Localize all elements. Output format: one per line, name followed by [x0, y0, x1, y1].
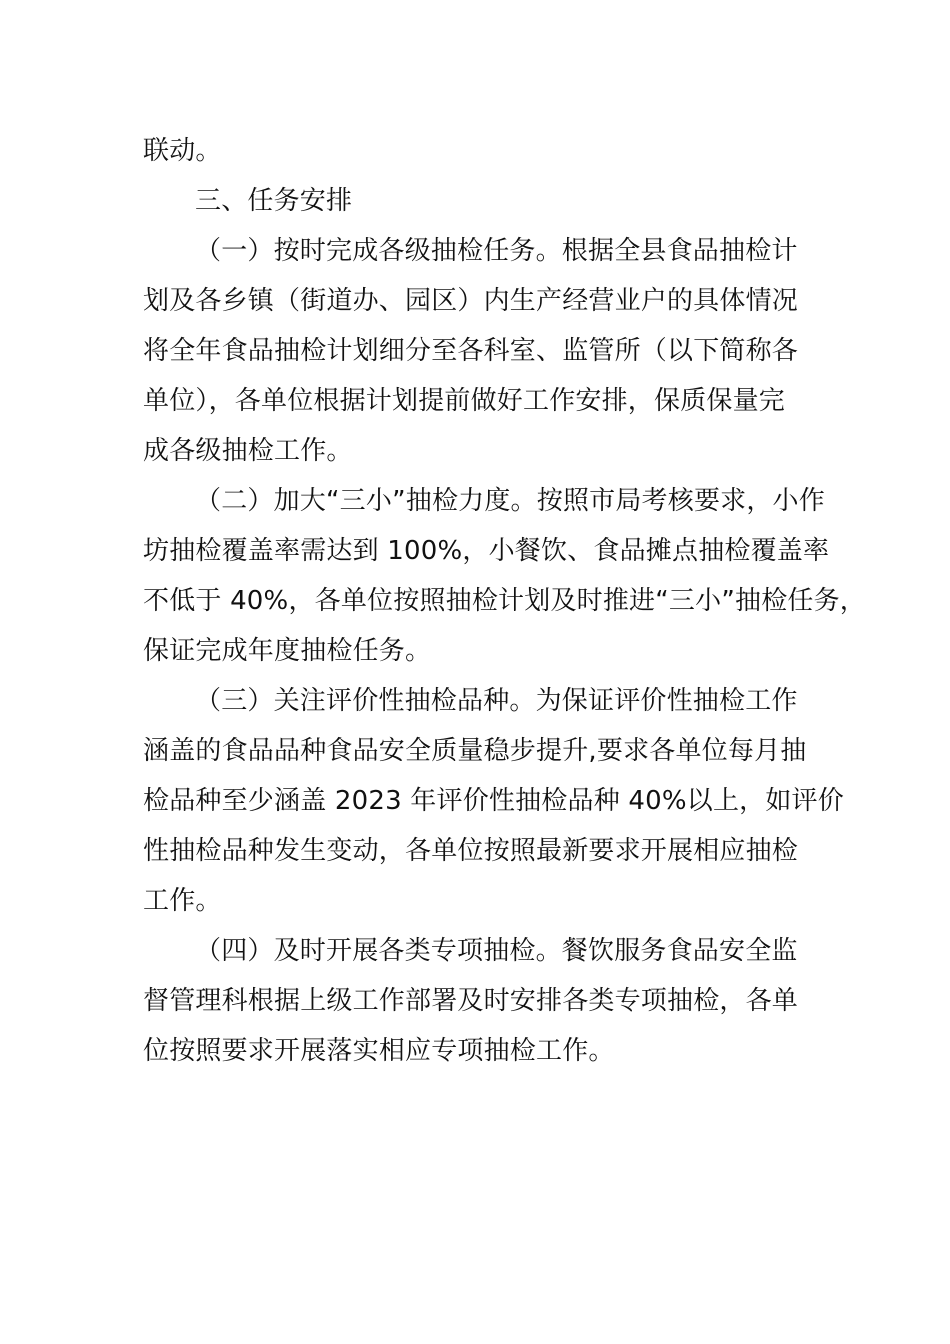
paragraph-line: （一）按时完成各级抽检任务。根据全县食品抽检计	[195, 236, 798, 266]
paragraph-line: 单位），各单位根据计划提前做好工作安排，保质保量完	[143, 386, 786, 416]
paragraph-line: 将全年食品抽检计划细分至各科室、监管所（以下简称各	[143, 336, 799, 366]
section-heading: 三、任务安排	[195, 186, 353, 216]
paragraph-line: 性抽检品种发生变动，各单位按照最新要求开展相应抽检	[143, 836, 799, 866]
paragraph-line: （三）关注评价性抽检品种。为保证评价性抽检工作	[195, 686, 798, 716]
paragraph-line: 划及各乡镇（街道办、园区）内生产经营业户的具体情况	[143, 286, 799, 316]
paragraph-line: 工作。	[143, 886, 222, 916]
paragraph-line: 坊抽检覆盖率需达到 100%，小餐饮、食品摊点抽检覆盖率	[143, 536, 830, 566]
paragraph-line: 成各级抽检工作。	[143, 436, 353, 466]
paragraph-line: 不低于 40%，各单位按照抽检计划及时推进“三小”抽检任务，	[143, 586, 866, 616]
paragraph-line: 检品种至少涵盖 2023 年评价性抽检品种 40%以上，如评价	[143, 786, 844, 816]
paragraph-line: 督管理科根据上级工作部署及时安排各类专项抽检，各单	[143, 986, 799, 1016]
paragraph-line: 位按照要求开展落实相应专项抽检工作。	[143, 1036, 615, 1066]
paragraph-line: （二）加大“三小”抽检力度。按照市局考核要求，小作	[195, 486, 825, 516]
paragraph-line: 涵盖的食品品种食品安全质量稳步提升,要求各单位每月抽	[143, 736, 807, 766]
paragraph-line: 保证完成年度抽检任务。	[143, 636, 432, 666]
paragraph-line: 联动。	[143, 136, 222, 166]
paragraph-line: （四）及时开展各类专项抽检。餐饮服务食品安全监	[195, 936, 798, 966]
